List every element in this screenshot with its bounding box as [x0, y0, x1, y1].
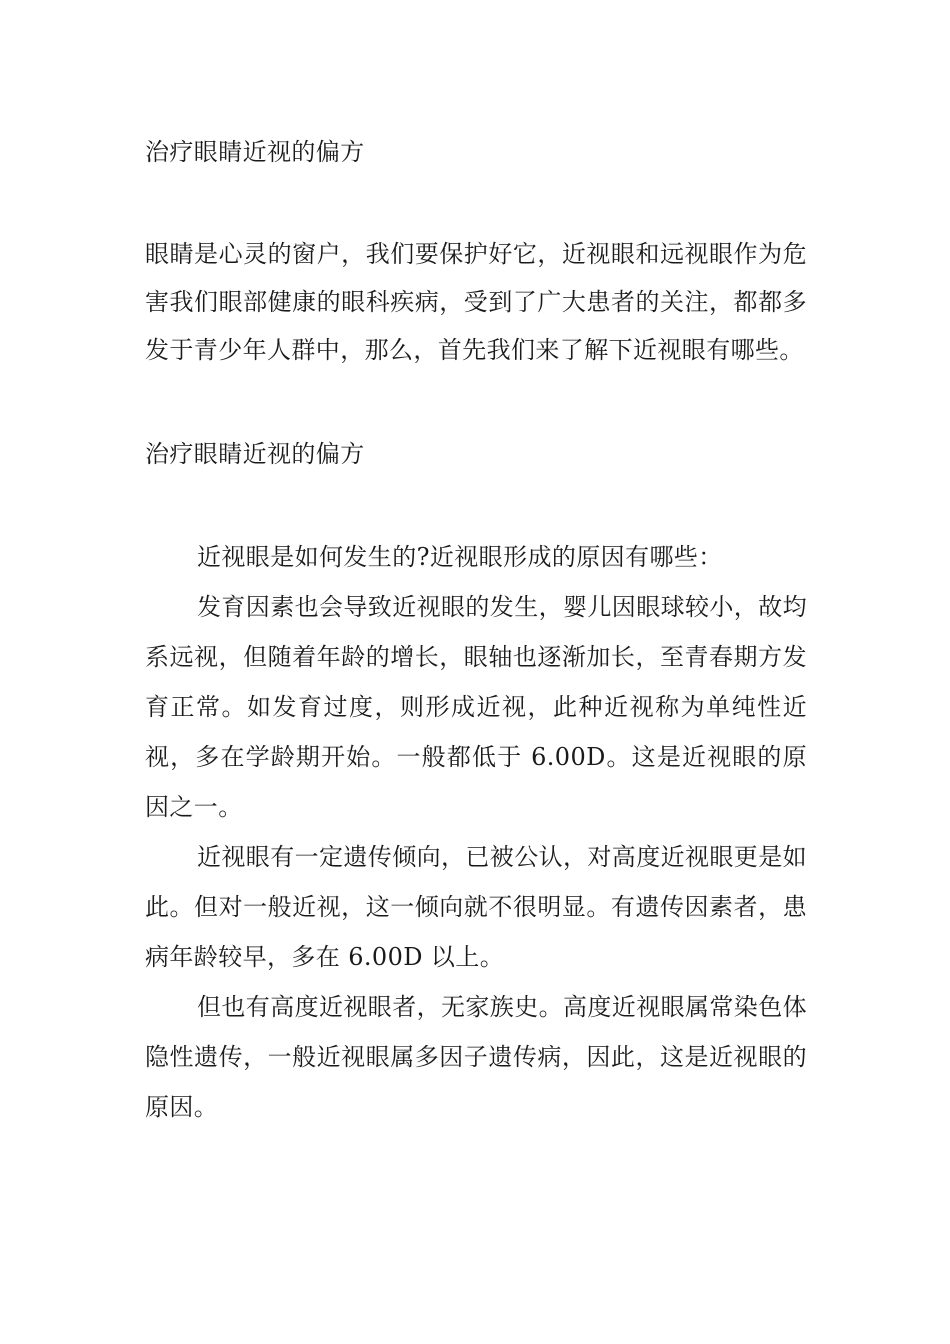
paragraph-development: 发育因素也会导致近视眼的发生，婴儿因眼球较小，故均系远视，但随着年龄的增长，眼轴也逐渐加长，至青春期方发育正常。如发育过度，则形成近视，此种近视称为单纯性近视，多在学龄期开始。一般都低于 6.00D。这是近视眼的原因之一。	[145, 593, 807, 821]
spacer	[145, 176, 807, 230]
document-title: 治疗眼睛近视的偏方	[145, 138, 365, 166]
spacer	[145, 374, 807, 430]
section-title: 治疗眼睛近视的偏方	[145, 440, 365, 468]
question-line: 近视眼是如何发生的?近视眼形成的原因有哪些：	[197, 543, 723, 571]
paragraph-recessive: 但也有高度近视眼者，无家族史。高度近视眼属常染色体隐性遗传，一般近视眼属多因子遗传病，因此，这是近视眼的原因。	[145, 993, 807, 1121]
intro-paragraph: 眼睛是心灵的窗户，我们要保护好它，近视眼和远视眼作为危害我们眼部健康的眼科疾病，受到了广大患者的关注，都都多发于青少年人群中，那么，首先我们来了解下近视眼有哪些。	[145, 240, 807, 364]
document-body	[145, 128, 807, 1132]
paragraph-heredity: 近视眼有一定遗传倾向，已被公认，对高度近视眼更是如此。但对一般近视，这一倾向就不很明显。有遗传因素者，患病年龄较早，多在 6.00D 以上。	[145, 843, 807, 971]
spacer	[145, 478, 807, 532]
